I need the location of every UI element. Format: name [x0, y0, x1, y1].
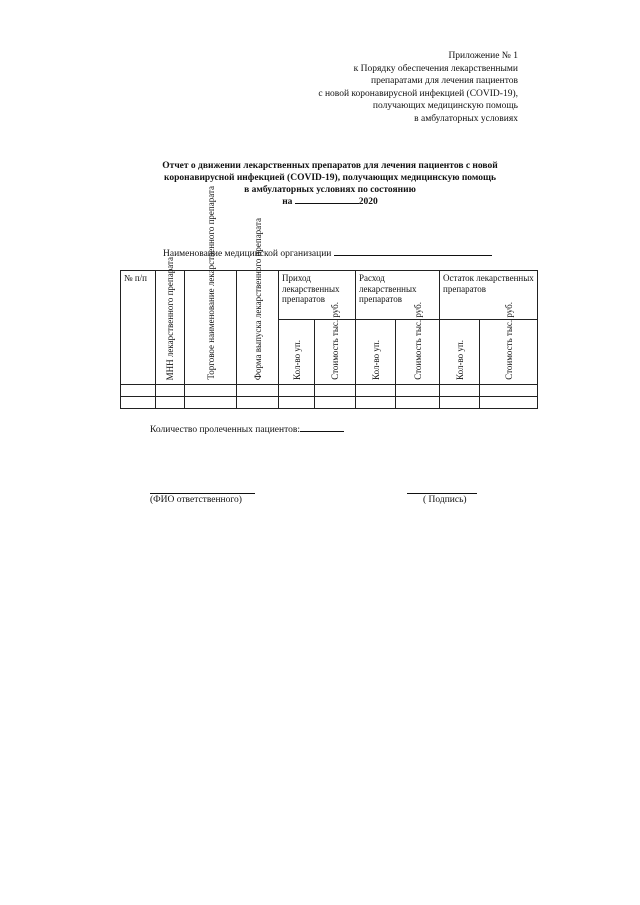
appendix-line: в амбулаторных условиях	[414, 113, 518, 124]
title-line: коронавирусной инфекцией (COVID-19), получающих медицинскую помощь	[163, 173, 497, 183]
table-cell[interactable]	[315, 385, 356, 397]
treated-count-field[interactable]	[300, 431, 344, 432]
table-cell[interactable]	[279, 385, 315, 397]
expense-qty-header	[356, 320, 396, 385]
table-cell[interactable]	[440, 385, 480, 397]
income-qty-header	[279, 320, 315, 385]
table-cell[interactable]	[480, 385, 538, 397]
table-cell[interactable]	[121, 385, 156, 397]
fio-line[interactable]	[150, 493, 255, 494]
group-income-header: Приход лекарственных препаратов	[279, 271, 356, 320]
treated-row	[150, 425, 344, 435]
table-cell[interactable]	[396, 385, 440, 397]
fio-label: (ФИО ответственного)	[150, 495, 242, 505]
table-row	[121, 397, 538, 409]
title-line: Отчет о движении лекарственных препаратов для лечения пациентов с новой	[162, 161, 498, 171]
expense-cost-header	[396, 302, 440, 385]
balance-qty-header	[440, 320, 480, 385]
date-blank[interactable]	[295, 203, 359, 204]
table-cell[interactable]	[237, 385, 279, 397]
col-trade-name-header	[185, 186, 237, 385]
group-balance-header: Остаток лекарственных препаратов	[440, 271, 538, 320]
table-cell[interactable]	[237, 397, 279, 409]
balance-cost-header	[480, 302, 538, 385]
balance-cost-label: Стоимость тыс. руб.	[503, 302, 514, 380]
appendix-header	[318, 50, 518, 125]
col-form-label: Форма выпуска лекарственного препарата	[252, 217, 263, 380]
title-date-line	[120, 196, 540, 208]
sign-line[interactable]	[407, 493, 477, 494]
table-cell[interactable]	[185, 385, 237, 397]
group-expense-header: Расход лекарственных препаратов	[356, 271, 440, 320]
title-line: в амбулаторных условиях по состоянию	[244, 185, 416, 195]
date-prefix: на	[282, 197, 293, 207]
appendix-line: с новой коронавирусной инфекцией (COVID-19),	[318, 88, 518, 99]
income-cost-header	[315, 302, 356, 385]
appendix-line: к Порядку обеспечения лекарственными	[353, 63, 518, 74]
col-number-header: № п/п	[121, 271, 156, 385]
table-cell[interactable]	[156, 397, 185, 409]
balance-qty-label: Кол-во уп.	[454, 340, 465, 380]
col-form-header	[237, 217, 279, 385]
signature-sign-block	[407, 484, 477, 505]
table-cell[interactable]	[185, 397, 237, 409]
income-qty-label: Кол-во уп.	[291, 340, 302, 380]
table-row	[121, 385, 538, 397]
expense-qty-label: Кол-во уп.	[370, 340, 381, 380]
table-cell[interactable]	[440, 397, 480, 409]
table-cell[interactable]	[156, 385, 185, 397]
sign-label: ( Подпись)	[423, 495, 467, 505]
appendix-line: получающих медицинскую помощь	[372, 101, 518, 111]
appendix-line: Приложение № 1	[448, 51, 518, 61]
col-trade-name-label: Торговое наименование лекарственного препарата	[205, 186, 216, 380]
org-name-field[interactable]	[334, 255, 492, 256]
col-mnn-header	[156, 256, 185, 385]
expense-cost-label: Стоимость тыс. руб.	[412, 302, 423, 380]
col-mnn-label: МНН лекарственного препарата	[165, 256, 175, 380]
table-cell[interactable]	[356, 385, 396, 397]
table-cell[interactable]	[279, 397, 315, 409]
date-year: 2020	[358, 197, 378, 207]
appendix-line: препаратами для лечения пациентов	[370, 76, 518, 86]
report-title	[120, 160, 540, 208]
table-cell[interactable]	[480, 397, 538, 409]
signature-fio-block	[150, 484, 255, 505]
org-label: Наименование медицинской организации	[163, 249, 332, 259]
table-cell[interactable]	[396, 397, 440, 409]
treated-label: Количество пролеченных пациентов:	[150, 425, 300, 435]
income-cost-label: Стоимость тыс. руб.	[330, 302, 340, 380]
table-cell[interactable]	[356, 397, 396, 409]
table-cell[interactable]	[121, 397, 156, 409]
table-cell[interactable]	[315, 397, 356, 409]
